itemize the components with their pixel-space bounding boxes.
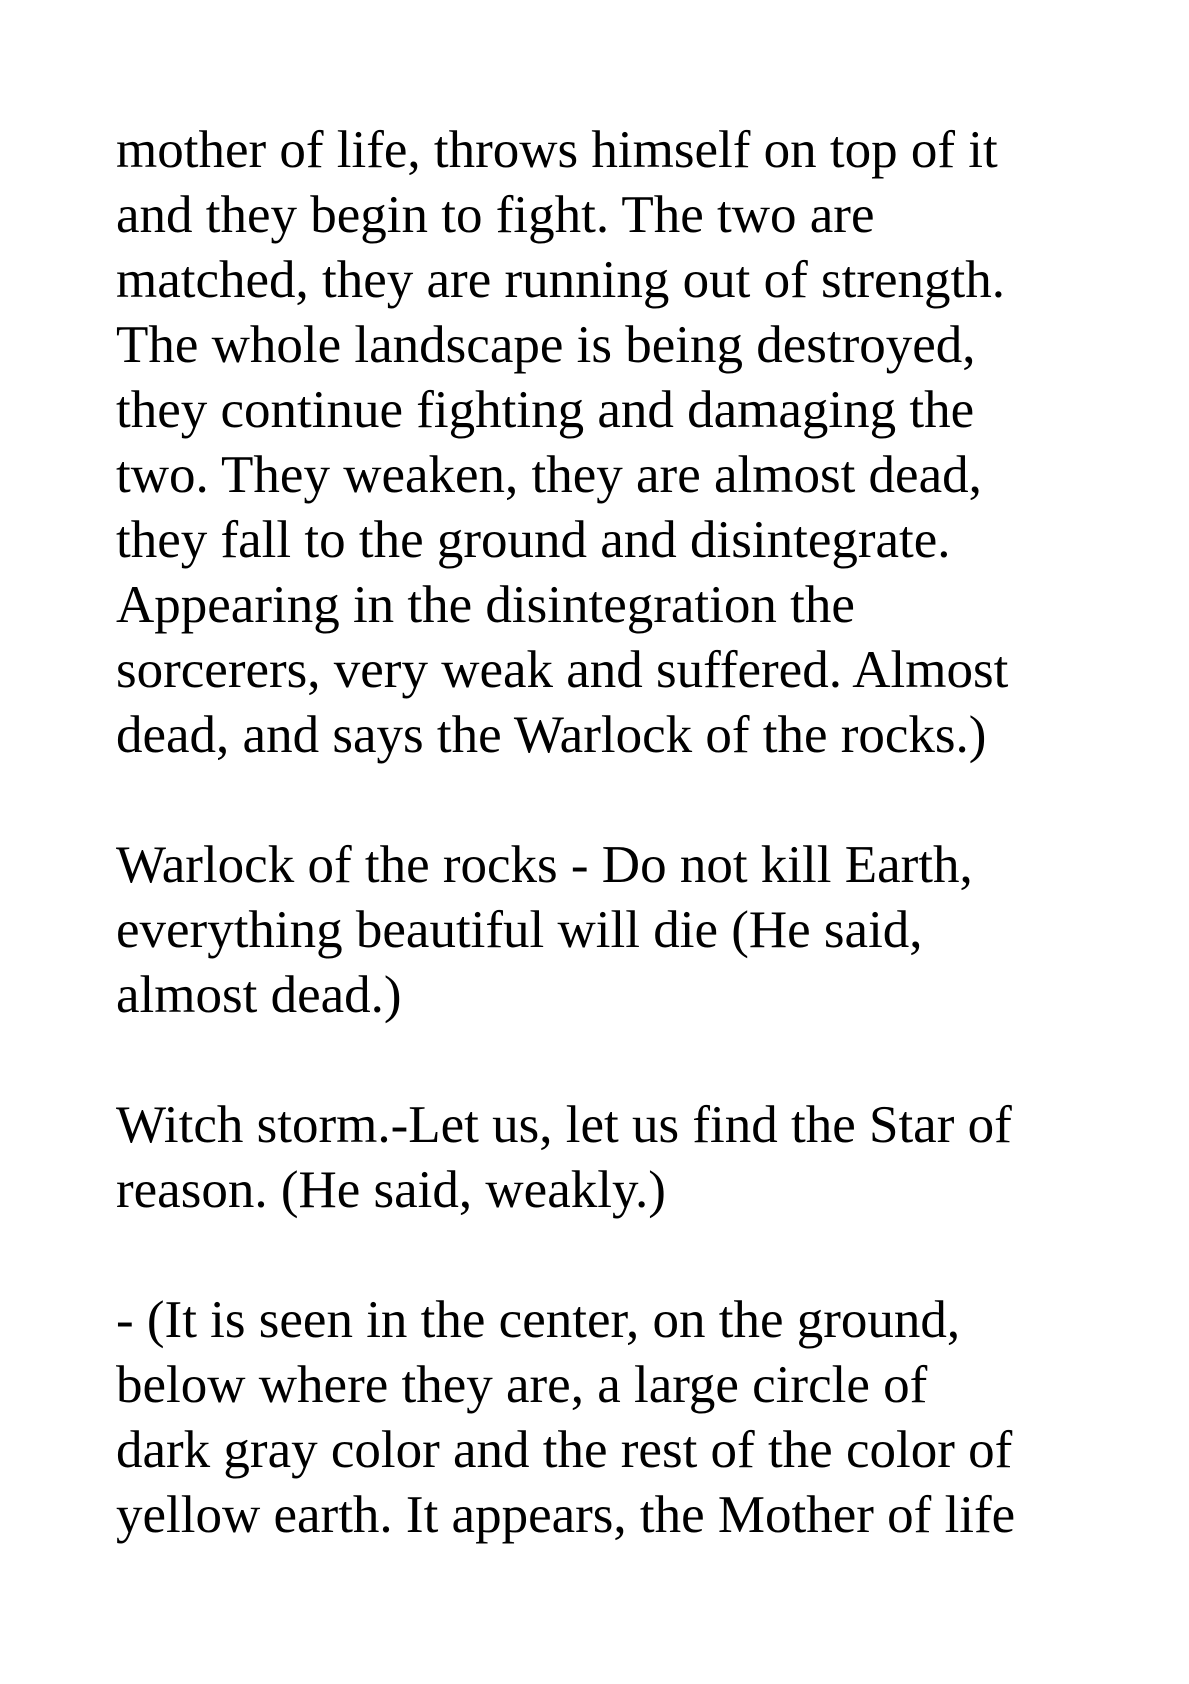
text-line: and they begin to fight. The two are (116, 186, 875, 244)
text-line: they fall to the ground and disintegrate. (116, 511, 951, 569)
text-line: Witch storm.-Let us, let us find the Star of (116, 1096, 1012, 1154)
text-line: two. They weaken, they are almost dead, (116, 446, 982, 504)
text-line: Warlock of the rocks - Do not kill Earth, (116, 836, 973, 894)
text-line: yellow earth. It appears, the Mother of life (116, 1486, 1016, 1544)
text-line: dark gray color and the rest of the color of (116, 1421, 1013, 1479)
paragraph-stage-direction-fight (116, 118, 1156, 768)
text-line: Appearing in the disintegration the (116, 576, 855, 634)
text-line: sorcerers, very weak and suffered. Almost (116, 641, 1009, 699)
text-line: dead, and says the Warlock of the rocks.) (116, 706, 987, 764)
text-line: everything beautiful will die (He said, (116, 901, 923, 959)
text-line: - (It is seen in the center, on the ground, (116, 1291, 961, 1349)
document-body (116, 118, 1156, 1613)
text-line: reason. (He said, weakly.) (116, 1161, 666, 1219)
text-line: mother of life, throws himself on top of it (116, 121, 998, 179)
paragraph-stage-direction-circle (116, 1288, 1156, 1548)
text-line: they continue fighting and damaging the (116, 381, 975, 439)
text-line: The whole landscape is being destroyed, (116, 316, 976, 374)
text-line: matched, they are running out of strength. (116, 251, 1005, 309)
text-line: below where they are, a large circle of (116, 1356, 928, 1414)
text-line: almost dead.) (116, 966, 402, 1024)
paragraph-warlock-dialogue (116, 833, 1156, 1028)
paragraph-witch-dialogue (116, 1093, 1156, 1223)
